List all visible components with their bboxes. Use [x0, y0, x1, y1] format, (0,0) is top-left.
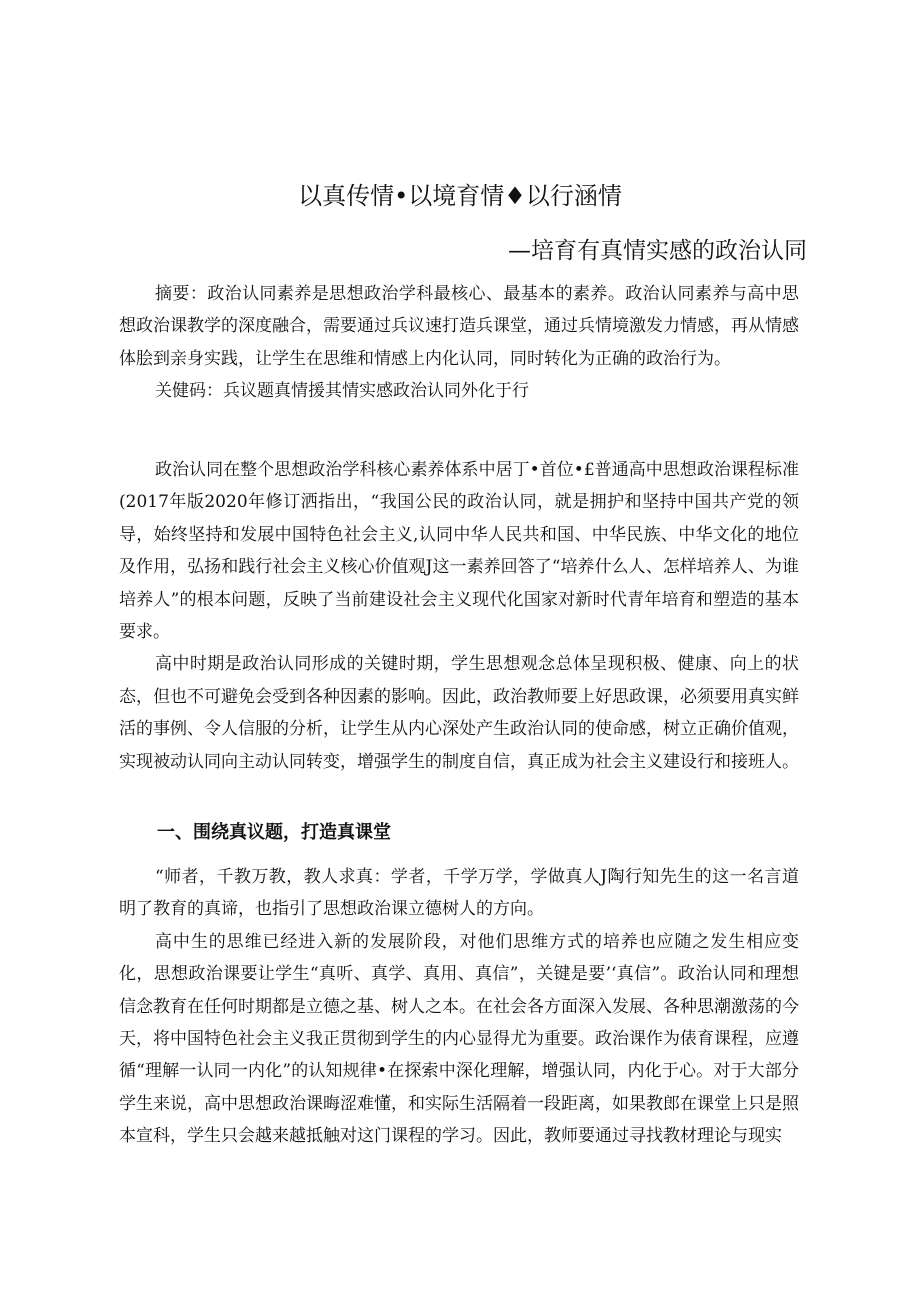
section-paragraph: “师者，千教万教，教人求真：学者，千学万学，学做真人J陶行知先生的这一名言道明了教育的真谛，也指引了思想政治课立德树人的方向。 [119, 867, 799, 920]
document-title: 以真传情•以境育情♦以行涵情 [298, 182, 622, 210]
document-subtitle: —培育有真情实感的政治认同 [508, 238, 807, 264]
section-paragraph: 高中生的思维已经进入新的发展阶段，对他们思维方式的培养也应随之发生相应变化，思想政治课要让学生“真听、真学、真用、真信”，关键是要’‘真信”。政治认同和理想信念教育在任何时期都是立德之基、树人之本。在社会各方面深入发展、各种思潮激荡的今天，将中国特色社会主义我正贯彻到学生的内心显得尤为重要。政治课作为俵育课程，应遵循“理解一认同一内化”的认知规律•在探索中深化理解，增强认同，内化于心。对于大部分学生来说，高中思想政治课晦涩难懂，和实际生活隔着一段距离，如果教郎在课堂上只是照本宣科，学生只会越来越抵触对这门课程的学习。因此，教师要通过寻找教材理论与现实 [119, 931, 799, 1147]
section-heading: 一、围绕真议题，打造真课堂 [157, 822, 391, 843]
body-block [119, 454, 799, 778]
section-body-block [119, 861, 799, 1153]
abstract-block [119, 278, 799, 408]
body-paragraph: 高中时期是政治认同形成的关键时期，学生思想观念总体呈现积极、健康、向上的状态，但也不可避免会受到各种因素的影响。因此，政治教师要上好思政课，必须要用真实鲜活的事例、令人信服的分析，让学生从内心深处产生政治认同的使命感，树立正确价值观，实现被动认同向主动认同转变，增强学生的制度自信，真正成为社会主义建设行和接班人。 [119, 654, 799, 772]
abstract-paragraph: 摘要：政治认同素养是思想政治学科最核心、最基本的素养。政治认同素养与高中思想政治课教学的深度融合，需要通过兵议速打造兵课堂，通过兵情境激发力情感，再从情感体脍到亲身实践，让学生在思维和情感上内化认同，同时转化为正确的政治行为。 [119, 284, 799, 369]
body-paragraph: 政治认同在整个思想政治学科核心素养体系中居丁•首位•£普通高中思想政治课程标准(2017年版2020年修订洒指出，“我国公民的政治认同，就是拥护和坚持中国共产党的领导，始终坚持和发展中国特色社会主义,认同中华人民共和国、中华民族、中华文化的地位及作用，弘扬和践行社会主义核心价值观J这一素养回答了“培养什么人、怎样培养人、为谁培养人”的根本问题，反映了当前建设社会主义现代化国家对新时代青年培育和塑造的基本要求。 [119, 460, 799, 643]
keywords-paragraph: 关健码：兵议题真情援其情实感政治认同外化于行 [155, 381, 529, 402]
